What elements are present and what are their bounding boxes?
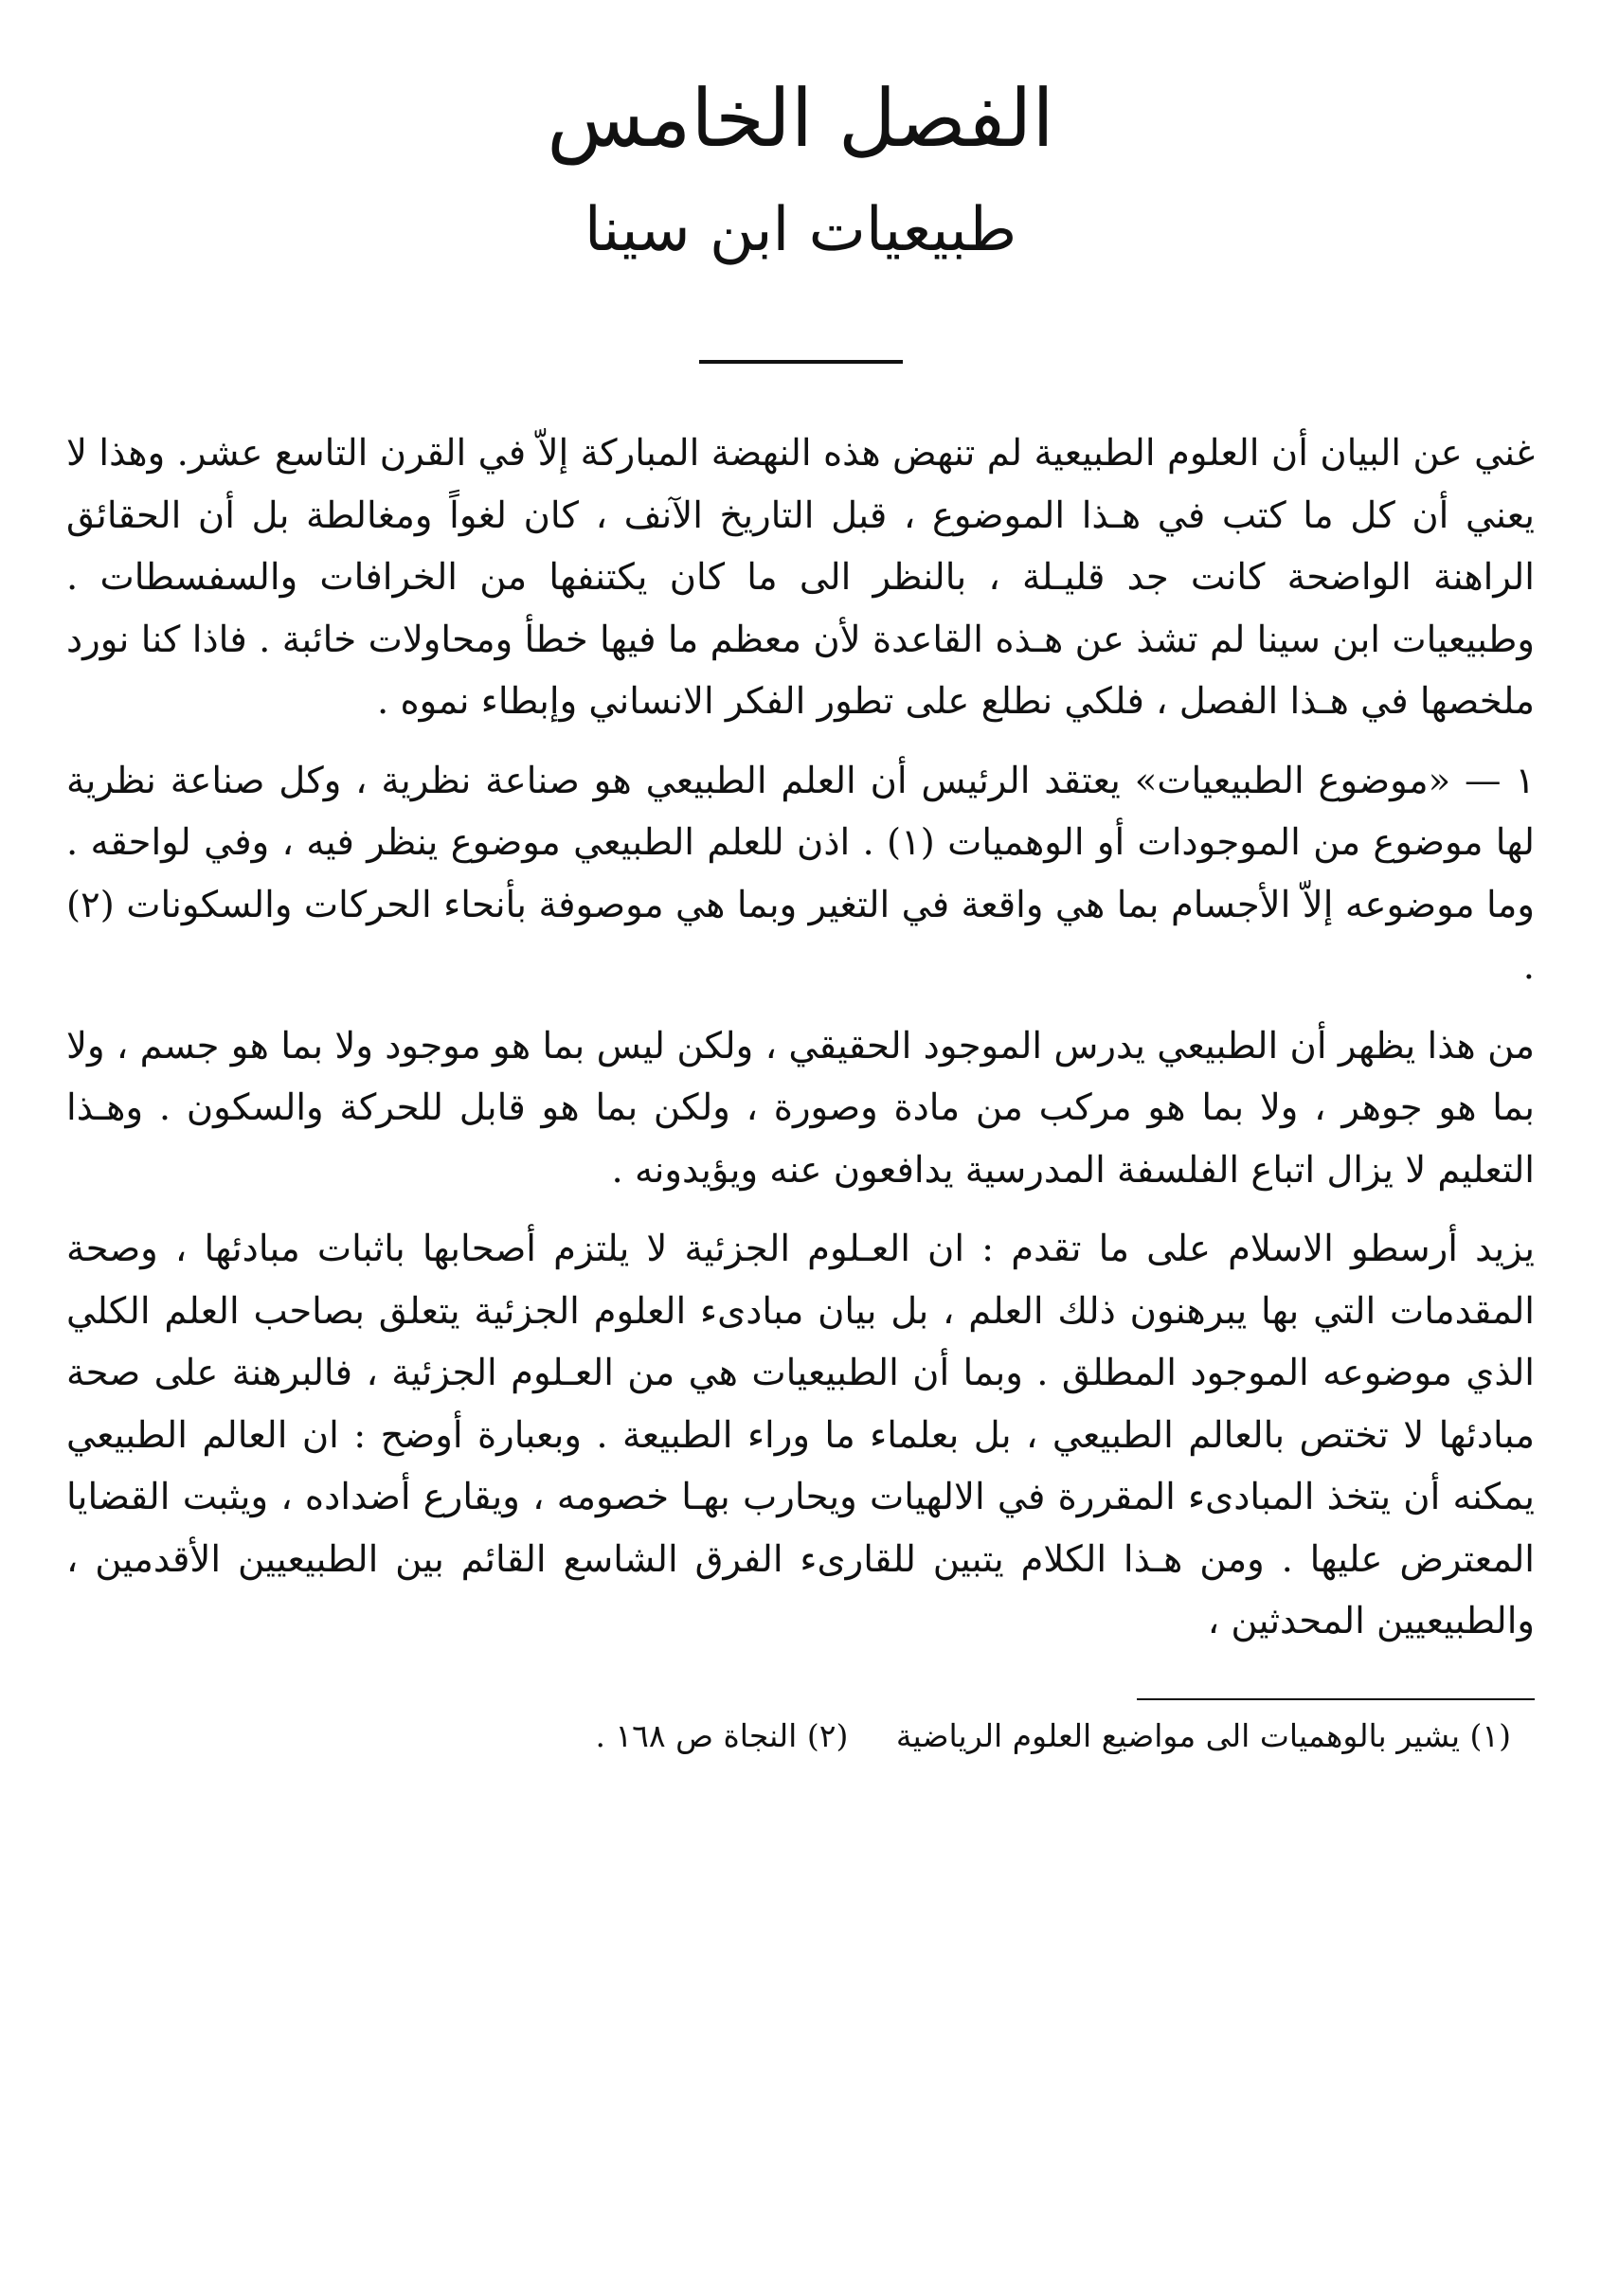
footnote-2: (٢) النجاة ص ١٦٨ . (595, 1716, 849, 1754)
book-page (66, 57, 1535, 2254)
footnote-1: (١) يشير بالوهميات الى مواضيع العلوم الرياضية (895, 1716, 1511, 1754)
chapter-subtitle: طبيعيات ابن سينا (584, 195, 1017, 265)
chapter-title: الفصل الخامس (547, 72, 1054, 165)
paragraph-subject-of-physics: ١ — «موضوع الطبيعيات» يعتقد الرئيس أن العلم الطبيعي هو صناعة نظرية ، وكل صناعة نظرية لها موضوع من الموجودات أو الوهميات (١) . اذن للعلم الطبيعي موضوع ينظر فيه ، وفي لواحقه . وما موضوعه إلاّ الأجسام بما هي واقعة في التغير وبما هي موصوفة بأنحاء الحركات والسكونات (٢) . (66, 759, 1535, 988)
footnotes (66, 1710, 1535, 1763)
footnote-divider (1137, 1698, 1535, 1700)
body-text (66, 422, 1535, 1653)
title-divider (699, 360, 903, 364)
paragraph-intro: غني عن البيان أن العلوم الطبيعية لم تنهض هذه النهضة المباركة إلاّ في القرن التاسع عشر. وهذا لا يعني أن كل ما كتب في هـذا الموضوع ، قبل التاريخ الآنف ، كان لغواً ومغالطة بل أن الحقائق الراهنة الواضحة كانت جد قليـلة ، بالنظر الى ما كان يكتنفها من الخرافات والسفسطات . وطبيعيات ابن سينا لم تشذ عن هـذه القاعدة لأن معظم ما فيها خطأ ومحاولات خائبة . فاذا كنا نورد ملخصها في هـذا الفصل ، فلكي نطلع على تطور الفكر الانساني وإبطاء نموه . (66, 432, 1535, 723)
paragraph-real-existent: من هذا يظهر أن الطبيعي يدرس الموجود الحقيقي ، ولكن ليس بما هو موجود ولا بما هو جسم ، ولا بما هو جوهر ، ولا بما هو مركب من مادة وصورة ، ولكن بما هو قابل للحركة والسكون . وهـذا التعليم لا يزال اتباع الفلسفة المدرسية يدافعون عنه ويؤيدونه . (66, 1024, 1535, 1192)
paragraph-particular-sciences: يزيد أرسطو الاسلام على ما تقدم : ان العـلوم الجزئية لا يلتزم أصحابها باثبات مبادئها ، وصحة المقدمات التي بها يبرهنون ذلك العلم ، بل بيان مبادىء العلوم الجزئية يتعلق بصاحب العلم الكلي الذي موضوعه الموجود المطلق . وبما أن الطبيعيات هي من العـلوم الجزئية ، فالبرهنة على صحة مبادئها لا تختص بالعالم الطبيعي ، بل بعلماء ما وراء الطبيعة . وبعبارة أوضح : ان العالم الطبيعي يمكنه أن يتخذ المبادىء المقررة في الالهيات ويحارب بهـا خصومه ، ويقارع أضداده ، ويثبت القضايا المعترض عليها . ومن هـذا الكلام يتبين للقارىء الفرق الشاسع القائم بين الطبيعيين الأقدمين ، والطبيعيين المحدثين ، (66, 1228, 1535, 1642)
